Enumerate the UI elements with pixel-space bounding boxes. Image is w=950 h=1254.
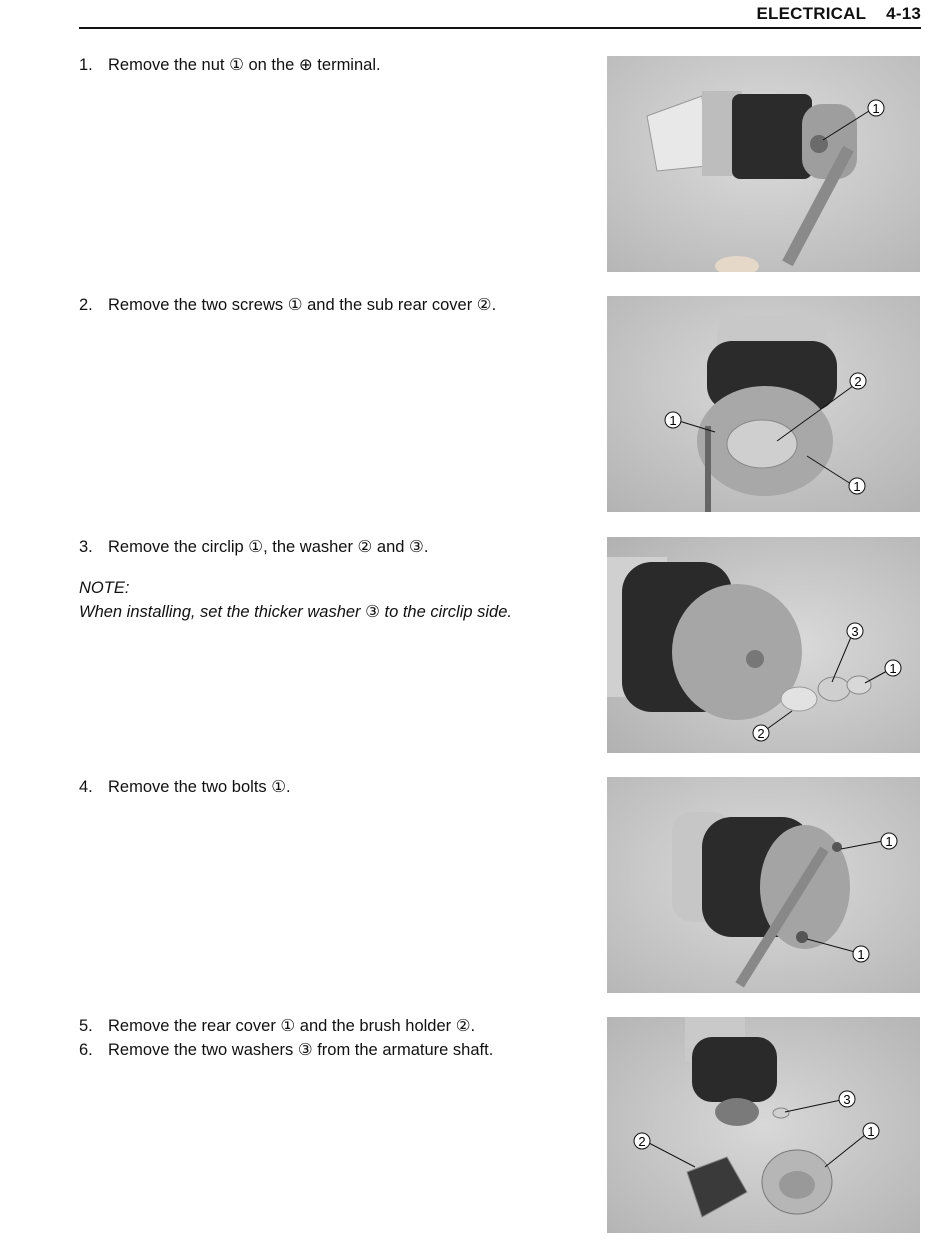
step-number: 1. [79, 56, 93, 74]
photo-step-4 [607, 777, 920, 993]
section-title: ELECTRICAL [756, 4, 867, 23]
step-text: Remove the two washers ③ from the armature shaft. [108, 1041, 494, 1059]
callout-label: 1 [889, 661, 897, 676]
step-text: Remove the two screws ① and the sub rear cover ②. [108, 296, 497, 314]
callout-label: 3 [851, 624, 859, 639]
callout-label: 2 [638, 1134, 646, 1149]
callout-label: 3 [843, 1092, 851, 1107]
step-number: 2. [79, 296, 93, 314]
callout-label: 1 [885, 834, 893, 849]
step-text: Remove the two bolts ①. [108, 778, 291, 796]
step-4 [79, 775, 291, 799]
header-title [757, 4, 922, 24]
step-text: Remove the rear cover ① and the brush holder ②. [108, 1017, 476, 1035]
step-text: Remove the circlip ①, the washer ② and ③. [108, 538, 429, 556]
step-6 [79, 1038, 493, 1062]
callout-label: 2 [757, 726, 765, 741]
step-1 [79, 53, 381, 77]
step-2 [79, 293, 496, 317]
photo-step-5-6 [607, 1017, 920, 1233]
callout-label: 2 [854, 374, 862, 389]
photo-step-2 [607, 296, 920, 512]
step-number: 4. [79, 778, 93, 796]
step-3 [79, 535, 428, 559]
note-text: When installing, set the thicker washer ③ to the circlip side. [79, 603, 512, 621]
photo-step-3 [607, 537, 920, 753]
step-number: 6. [79, 1041, 93, 1059]
step-number: 3. [79, 538, 93, 556]
step-5 [79, 1014, 475, 1038]
callout-label: 1 [857, 947, 865, 962]
callout-label: 1 [867, 1124, 875, 1139]
page-number: 4-13 [886, 4, 921, 23]
callout-label: 1 [853, 479, 861, 494]
photo-step-1 [607, 56, 920, 272]
note-title: NOTE: [79, 579, 130, 597]
callout-label: 1 [872, 101, 880, 116]
callout-label: 1 [669, 413, 677, 428]
page-header [79, 0, 921, 29]
step-text: Remove the nut ① on the ⊕ terminal. [108, 56, 381, 74]
step-number: 5. [79, 1017, 93, 1035]
